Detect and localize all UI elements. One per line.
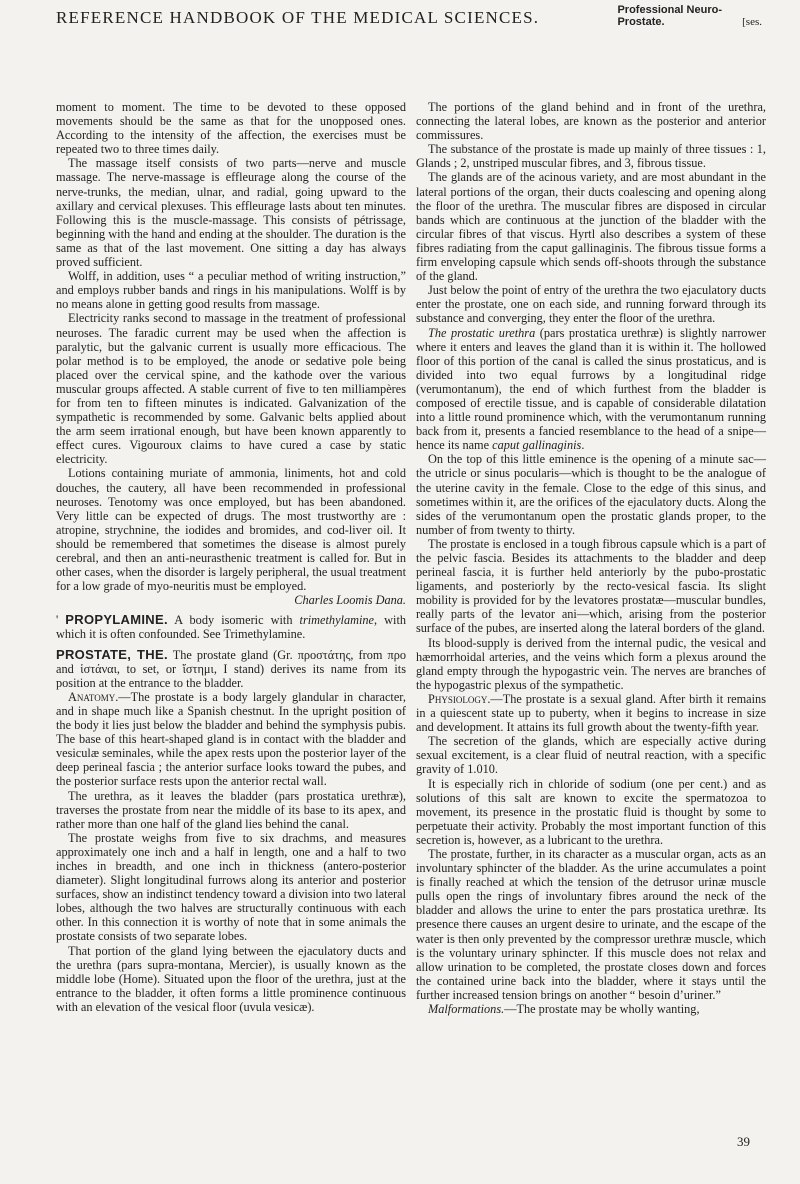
paragraph-italic: The prostatic urethra	[428, 325, 536, 340]
section-label-line1: Professional Neuro-	[617, 4, 722, 16]
paragraph-text: —The prostate is a sexual gland. After birth it remains in a quiescent state up to puberty, when it begins to increase in size and development. It attains its full growth about the twenty-fifth year.	[416, 691, 766, 735]
paragraph: The urethra, as it leaves the bladder (pars prostatica urethræ), traverses the prostate from near the middle of its base to its apex, and rather more than one half of the gland lies behind the canal.	[56, 788, 406, 831]
entry-text-italic: trimethylamine	[299, 613, 374, 628]
entry-text: , with which it is often confounded. See Trimethylamine.	[56, 613, 407, 642]
section-label-side: [ses.	[742, 16, 762, 28]
running-title: REFERENCE HANDBOOK OF THE MEDICAL SCIENCES.	[56, 8, 540, 27]
paragraph-text: .	[581, 438, 585, 453]
paragraph: Just below the point of entry of the urethra the two ejaculatory ducts enter the prostate, one on each side, and running forward through its substance and converging, they enter the floor of the urethra.	[416, 283, 766, 326]
paragraph: The portions of the gland behind and in front of the urethra, connecting the lateral lobes, are known as the posterior and anterior commissures.	[416, 100, 766, 143]
paragraph	[416, 1002, 766, 1016]
paragraph: It is especially rich in chloride of sodium (one per cent.) and as solutions of this salt are known to excite the spermatozoa to movement, its presence in the prostatic fluid is thought by some to perpetuate their activity. Probably the most important function of this secretion is, however, as a lubricant to the urethra.	[416, 776, 766, 847]
paragraph: The substance of the prostate is made up mainly of three tissues : 1, Glands ; 2, unstriped muscular fibres, and 3, fibrous tissue.	[416, 142, 766, 171]
paragraph: Electricity ranks second to massage in the treatment of professional neuroses. The faradic current may be used when the affection is paralytic, but the galvanic current is usually more efficacious. The polar method is to be employed, the anode or sedative pole being placed over the cervical spine, and the kathode over the various muscular groups affected. A stable current of five to ten milliampères for from ten to fifteen minutes is indicated. Galvanization of the sympathetic is recommended by some. Galvanic belts applied about the arm seem irrational enough, but have been known apparently to effect cures. Vigouroux claims to have cured a case by static electricity.	[56, 311, 406, 467]
paragraph: That portion of the gland lying between the ejaculatory ducts and the urethra (pars supra-montana, Mercier), is usually known as the middle lobe (Home). Situated upon the floor of the urethra, just at the entrance to the bladder, it often forms a little prominence continuous with an elevation of the vesical floor (uvula vesicæ).	[56, 943, 406, 1014]
author-signature: Charles Loomis Dana.	[294, 593, 406, 608]
paragraph-text: —The prostate may be wholly wanting,	[504, 1002, 700, 1016]
paragraph	[416, 326, 766, 453]
paragraph	[416, 692, 766, 734]
paragraph: The glands are of the acinous variety, and are most abundant in the lateral portions of the organ, their ducts coalescing and opening along the floor of the urethra. The muscular fibres are disposed in circular bands which are continuous at the junction of the bladder with the circular fibres of that viscus. Hyrtl also describes a system of these fibres radiating from the caput gallinaginis. The fibrous tissue forms a firm enveloping capsule which sends off-shoots through the substance of the gland.	[416, 170, 766, 284]
page-header	[56, 0, 770, 40]
entry-heading: PROSTATE, THE.	[56, 646, 168, 662]
left-column	[56, 100, 406, 1014]
entry-text: A body isomeric with	[174, 613, 300, 628]
paragraph: Lotions containing muriate of ammonia, liniments, hot and cold douches, the cautery, all have been recommended in professional neuroses. Tenotomy was once employed, but has been abandoned. Very little can be expected of drugs. The most trustworthy are : atropine, strychnine, the iodides and bromides, and cod-liver oil. It should be remembered that sometimes the disease is almost purely cerebral, and then an anti-neurasthenic treatment is called for. But in other cases, when the disorder is largely peripheral, the usual treatment for a low grade of myo-neuritis must be employed.	[56, 466, 406, 594]
paragraph-text: —The prostate is a body largely glandular in character, and in shape much like a Spanish chestnut. In the upright position of the body it lies just below the bladder and behind the symphysis pubis. The base of this heart-shaped gland is in contact with the bladder and vesiculæ seminales, while the apex rests upon the posterior layer of the deep perineal fascia ; the anterior surface looks toward the pubes, and the posterior surface rests upon the anterior rectal wall.	[56, 689, 406, 789]
entry-heading: PROPYLAMINE.	[65, 612, 168, 628]
right-column	[416, 100, 766, 1016]
section-label-line2: Prostate.	[617, 16, 665, 28]
paragraph: The secretion of the glands, which are especially active during sexual excitement, is a clear fluid of neutral reaction, with a specific gravity of 1.010.	[416, 734, 766, 777]
subheading: Anatomy.	[68, 689, 119, 704]
paragraph: On the top of this little eminence is the opening of a minute sac—the utricle or sinus pocularis—which is thought to be the analogue of the uterine cavity in the female. Close to the edge of this sinus, and sometimes within it, are the orifices of the ejaculatory ducts. Along the sides of the verumontanum open the prostatic glands proper, to the number of from twenty to thirty.	[416, 452, 766, 537]
margin-mark: '	[56, 613, 59, 628]
subheading: Physiology.	[428, 691, 491, 706]
paragraph: Its blood-supply is derived from the internal pudic, the vesical and hæmorrhoidal arteries, and the veins which form a plexus around the gland empty through the hypogastric vein. The nerves are branches of the hypogastric plexus of the sympathetic.	[416, 635, 766, 692]
entry-propylamine	[56, 613, 406, 641]
paragraph-text: (pars prostatica urethræ) is slightly narrower where it enters and leaves the gland than it is within it. The hollowed floor of this portion of the canal is called the sinus prostaticus, and is divided into two equal furrows by a longitudinal ridge (verumontanum), the end of which furthest from the bladder is composed of erectile tissue, and is capable of considerable dilatation into a little round prominence which, with the verumontanum running back from it, presents a fancied resemblance to the head of a snipe—hence its name	[416, 325, 766, 453]
paragraph	[56, 690, 406, 789]
subheading: Malformations.	[428, 1002, 505, 1016]
section-label	[617, 4, 722, 28]
paragraph: The massage itself consists of two parts—nerve and muscle massage. The nerve-massage is effleurage along the course of the nerve-trunks, the median, ulnar, and radial, going upward to the axillary and cervical plexuses. This effleurage lasts about ten minutes. Following this is the muscle-massage. This consists of pétrissage, beginning with the hand and ending at the shoulder. The duration is the same as that of the last movement. One sitting a day has always proved sufficient.	[56, 156, 406, 270]
paragraph: Wolff, in addition, uses “ a peculiar method of writing instruction,” and employs rubber bands and rings in his manipulations. Wolff is by no means alone in getting good results from massage.	[56, 269, 406, 312]
paragraph: The prostate weighs from five to six drachms, and measures approximately one inch and a half in length, one and a half to two inches in breadth, and one inch in thickness (antero-posterior diameter). Slight longitudinal furrows along its anterior and posterior surfaces, show an indistinct tendency toward a division into two lateral lobes, although the two halves are structurally continuous with each other. In this connection it is worthy of note that in some animals the prostate consists of two separate lobes.	[56, 830, 406, 944]
paragraph: The prostate is enclosed in a tough fibrous capsule which is a part of the pelvic fascia. Besides its attachments to the bladder and deep perineal fascia, it is further held anteriorly by the pubo-prostatic ligaments, and posteriorly by the recto-vesical fascia. Its slight mobility is provided for by the levatores prostatæ—muscular bundles, really parts of the levator ani—which, arising from the posterior surface of the pubes, are inserted along the lateral borders of the gland.	[416, 536, 766, 636]
paragraph: The prostate, further, in its character as a muscular organ, acts as an involuntary sphincter of the bladder. As the urine accumulates a point is finally reached at which the tension of the detrusor urinæ muscle pulls open the rings of involuntary fibres around the neck of the bladder and allows the urine to enter the pars prostatica urethræ. Its presence there causes an urgent desire to urinate, and the escape of the water is then only prevented by the compressor urethræ muscle, which is the voluntary urinary sphincter. If this muscle does not relax and allow urination to be completed, the prostate closes down and forces the contained urine back into the bladder, where it stays until the further increased tension brings on another “ besoin d’uriner.”	[416, 846, 766, 1002]
entry-text: The prostate gland (Gr. προστάτης, from προ and ἱστάναι, to set, or ἵστημι, I stand) derives its name from its position at the entrance to the bladder.	[56, 647, 406, 690]
paragraph: moment to moment. The time to be devoted to these opposed movements should be the same as that for the unopposed ones. According to the intensity of the affection, the exercises must be repeated two to three times daily.	[56, 100, 406, 157]
paragraph-italic: caput gallinaginis	[492, 438, 582, 453]
entry-prostate	[56, 648, 406, 690]
page-number: 39	[737, 1134, 750, 1149]
